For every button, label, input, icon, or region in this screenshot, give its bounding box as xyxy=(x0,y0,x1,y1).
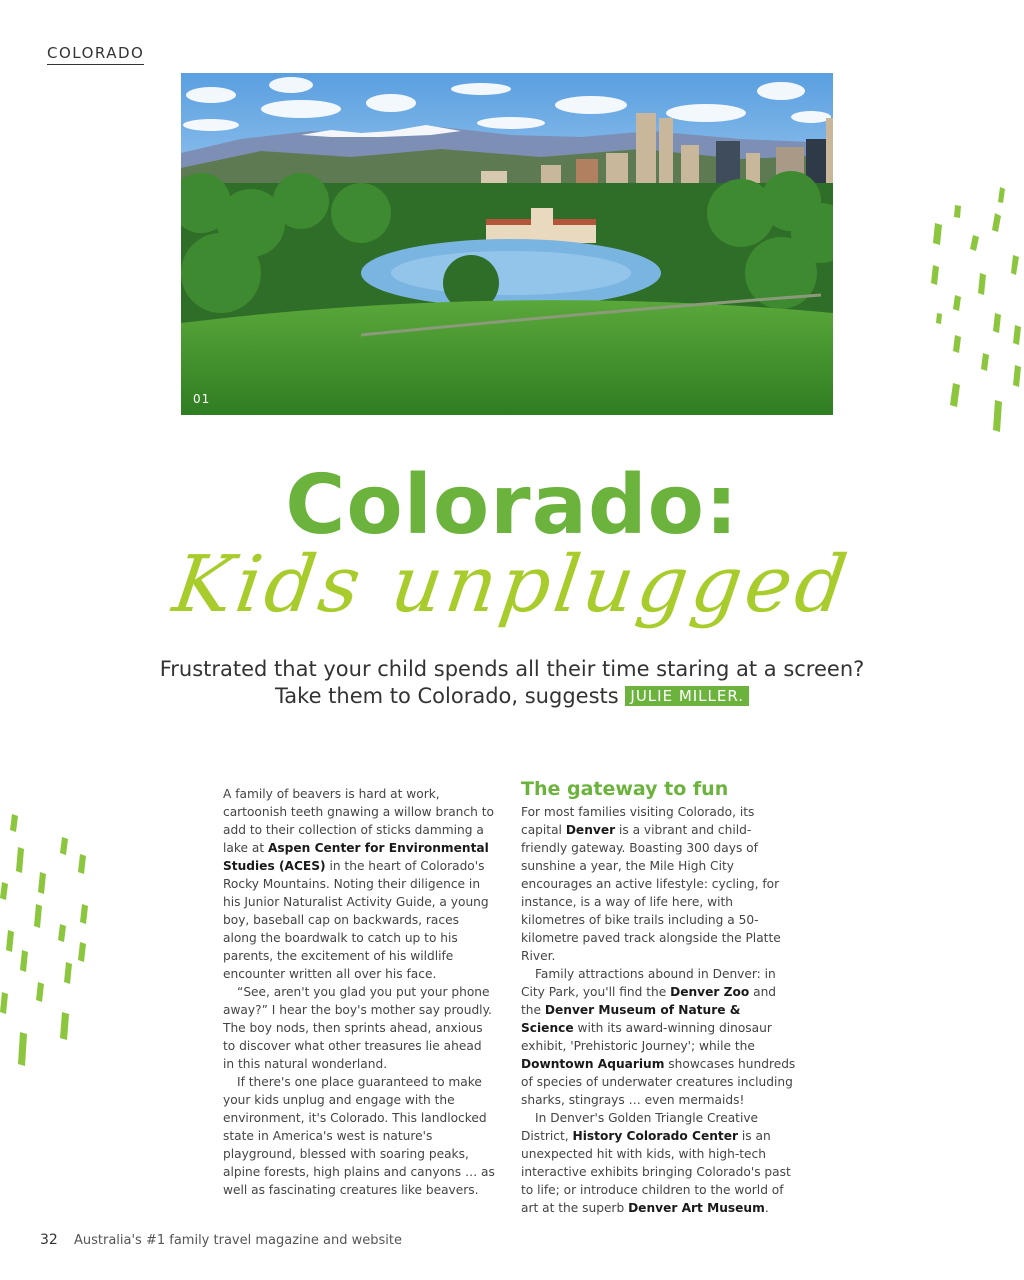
text-run: In Denver's Golden Triangle Creative District, xyxy=(521,1111,759,1143)
decorative-brush-marks-left xyxy=(0,812,100,1070)
aces-name: Aspen Center for Environmental Studies (ACES) xyxy=(223,841,489,873)
text-run: showcases hundreds of species of underwater creatures including sharks, stingrays … even mermaids! xyxy=(521,1057,796,1107)
right-paragraph-3 xyxy=(521,1109,796,1217)
author-byline: JULIE MILLER. xyxy=(625,686,749,706)
standfirst xyxy=(0,656,1024,710)
text-run: For most families visiting Colorado, its capital xyxy=(521,805,755,837)
text-run: with its award-winning dinosaur exhibit, 'Prehistoric Journey'; while the xyxy=(521,1021,772,1053)
page-number: 32 xyxy=(40,1232,58,1248)
text-run: Family attractions abound in Denver: in City Park, you'll find the xyxy=(521,967,776,999)
hero-photo xyxy=(181,73,833,415)
standfirst-line-2 xyxy=(0,683,1024,710)
text-run: is an unexpected hit with kids, with high-tech interactive exhibits bringing Colorado's past to life; or introduce children to the world of art at the superb xyxy=(521,1129,791,1215)
text-run: in the heart of Colorado's Rocky Mountains. Noting their diligence in his Junior Naturalist Activity Guide, a young boy, baseball cap on backwards, races along the boardwalk to catch up to his parents, the excitement of his wildlife encounter written all over his face. xyxy=(223,859,489,981)
denver-skyline-illustration xyxy=(181,73,833,415)
decorative-brush-marks-right xyxy=(925,185,1024,440)
art-museum-name: Denver Art Museum xyxy=(628,1201,765,1215)
left-column xyxy=(223,785,495,1199)
right-column xyxy=(521,803,796,1217)
standfirst-line-2-text: Take them to Colorado, suggests xyxy=(274,684,619,708)
photo-number: 01 xyxy=(193,392,211,406)
denver-name: Denver xyxy=(565,823,616,837)
right-paragraph-1 xyxy=(521,803,796,965)
left-paragraph-2: “See, aren't you glad you put your phone away?” I hear the boy's mother say proudly. The boy nods, then sprints ahead, anxious to discover what other treasures lie ahead in this natural wonderland. xyxy=(223,985,492,1071)
text-run: A family of beavers is hard at work, cartoonish teeth gnawing a willow branch to add to their collection of sticks damming a lake at xyxy=(223,787,494,855)
text-run: is a vibrant and child-friendly gateway. Boasting 300 days of sunshine a year, the Mile High City encourages an active lifestyle: cycling, for instance, is a way of life here, with kilometres of bike trails including a 50-kilometre paved track alongside the Platte River. xyxy=(521,823,781,963)
page-title: Colorado: xyxy=(285,458,739,553)
text-run: and the xyxy=(521,985,777,1017)
section-tag: COLORADO xyxy=(47,44,144,65)
page-footer xyxy=(40,1232,402,1248)
right-paragraph-2 xyxy=(521,965,796,1109)
footer-tagline: Australia's #1 family travel magazine and website xyxy=(73,1233,402,1248)
section-heading: The gateway to fun xyxy=(521,778,729,800)
left-paragraph-1 xyxy=(223,785,495,983)
left-paragraph-3: If there's one place guaranteed to make your kids unplug and engage with the environment, it's Colorado. This landlocked state in America's west is nature's playground, blessed with soaring peaks, alpine forests, high plains and canyons … as well as fascinating creatures like beavers. xyxy=(223,1075,495,1197)
denver-zoo-name: Denver Zoo xyxy=(670,985,750,999)
standfirst-line-1: Frustrated that your child spends all their time staring at a screen? xyxy=(159,657,865,681)
aquarium-name: Downtown Aquarium xyxy=(521,1057,665,1071)
text-run: . xyxy=(764,1201,769,1215)
museum-name: Denver Museum of Nature & Science xyxy=(521,1003,741,1035)
page-subtitle-script: Kids unplugged xyxy=(167,540,857,630)
history-center-name: History Colorado Center xyxy=(572,1129,738,1143)
